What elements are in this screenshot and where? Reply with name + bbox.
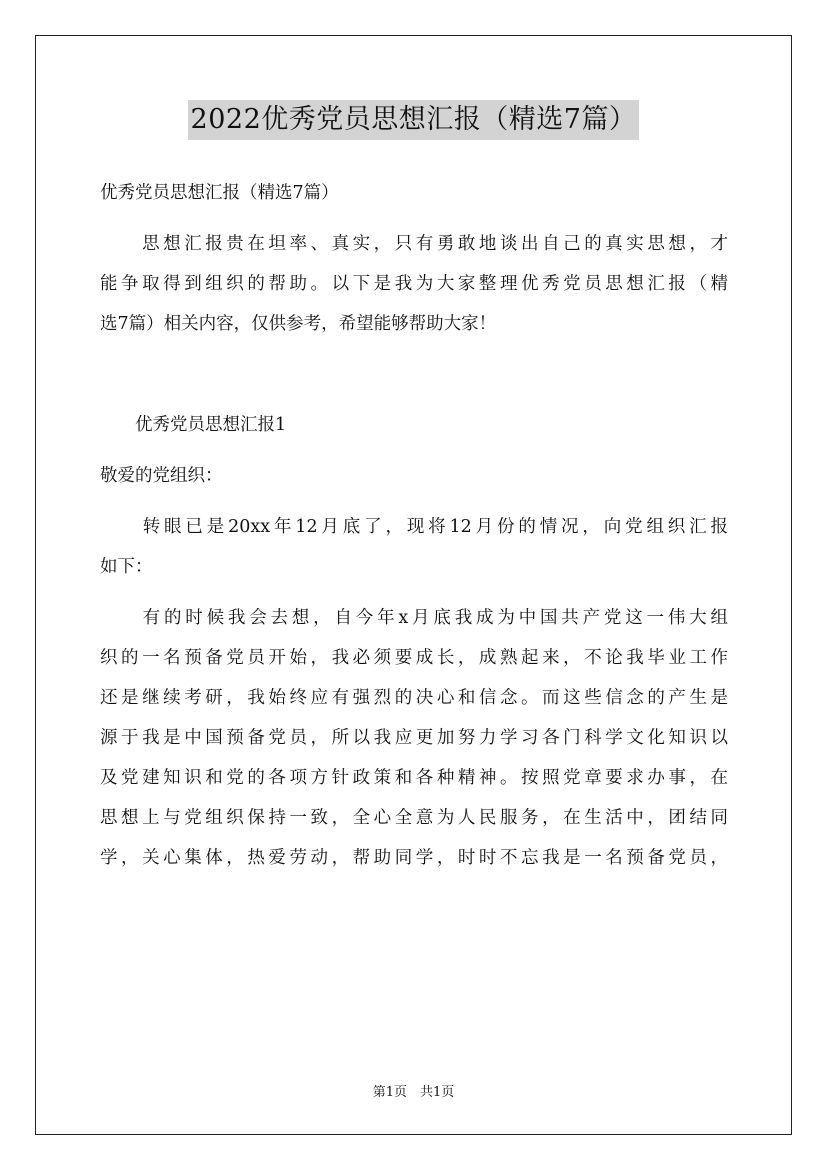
paragraph-line: 有的时候我会去想，自今年x月底我成为中国共产党这一伟大组 [100,608,728,628]
blank-spacer [100,344,728,405]
document-title: 2022优秀党员思想汇报（精选7篇） [188,100,640,140]
paragraph-line: 如下： [100,557,153,577]
paragraph-line: 能争取得到组织的帮助。以下是我为大家整理优秀党员思想汇报（精 [100,274,728,294]
document-body [100,173,728,878]
section-heading: 优秀党员思想汇报1 [100,415,287,435]
salutation-line: 敬爱的党组织： [100,466,223,486]
paragraph-line: 及党建知识和党的各项方针政策和各种精神。按照党章要求办事，在 [100,768,728,788]
paragraph-line: 源于我是中国预备党员，所以我应更加努力学习各门科学文化知识以 [100,728,728,748]
paragraph-line: 织的一名预备党员开始，我必须要成长，成熟起来，不论我毕业工作 [100,648,728,668]
page-number-footer: 第1页 共1页 [372,1085,455,1100]
title-container [0,100,827,140]
paragraph-line: 思想上与党组织保持一致，全心全意为人民服务，在生活中，团结同 [100,808,728,828]
subtitle-line: 优秀党员思想汇报（精选7篇） [100,183,339,203]
paragraph-line: 转眼已是20xx年12月底了，现将12月份的情况，向党组织汇报 [100,517,728,537]
paragraph-line: 思想汇报贵在坦率、真实，只有勇敢地谈出自己的真实思想，才 [100,234,728,254]
paragraph-line: 还是继续考研，我始终应有强烈的决心和信念。而这些信念的产生是 [100,688,728,708]
paragraph-line: 选7篇）相关内容，仅供参考，希望能够帮助大家！ [100,314,497,334]
paragraph-line: 学，关心集体，热爱劳动，帮助同学，时时不忘我是一名预备党员， [100,848,728,868]
